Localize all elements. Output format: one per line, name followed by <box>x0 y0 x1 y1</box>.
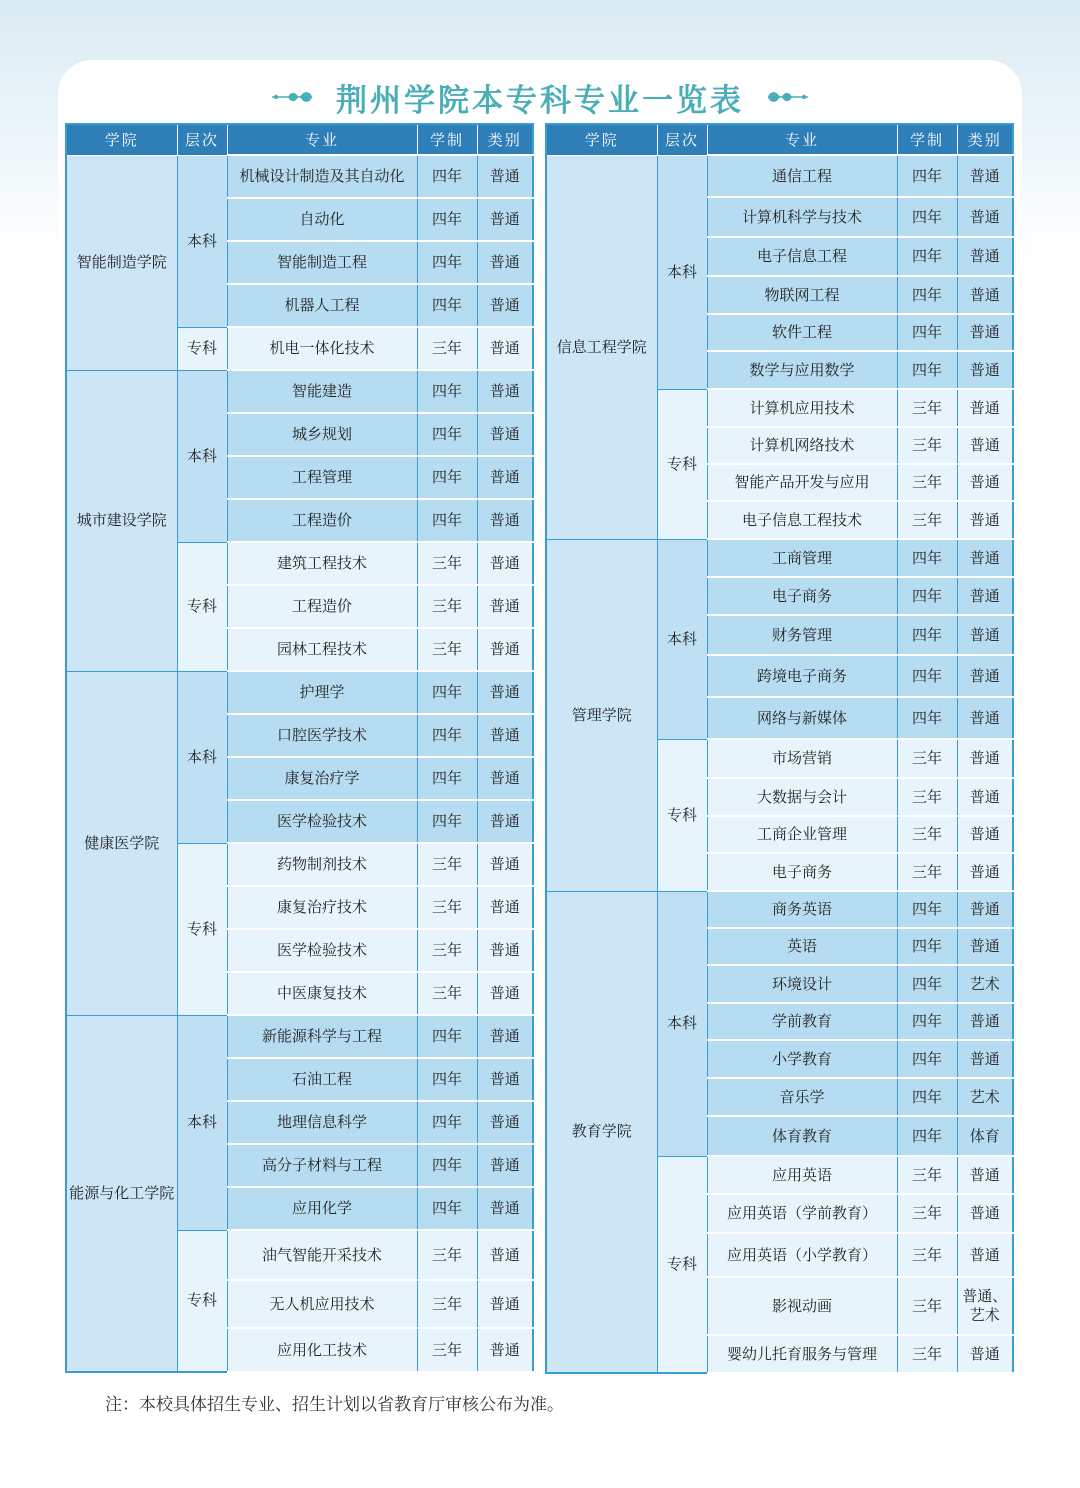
major-cell: 机电一体化技术 <box>227 327 417 370</box>
major-cell: 计算机应用技术 <box>707 389 897 427</box>
years-cell: 四年 <box>417 413 477 456</box>
years-cell: 三年 <box>417 585 477 628</box>
major-cell: 应用化工技术 <box>227 1328 417 1372</box>
major-cell: 电子商务 <box>707 577 897 615</box>
type-cell: 普通 <box>477 886 533 929</box>
years-cell: 三年 <box>897 1335 957 1373</box>
major-cell: 工程造价 <box>227 499 417 542</box>
years-cell: 四年 <box>417 714 477 757</box>
major-cell: 环境设计 <box>707 965 897 1003</box>
years-cell: 三年 <box>417 972 477 1015</box>
years-cell: 三年 <box>417 1280 477 1328</box>
years-cell: 三年 <box>417 843 477 886</box>
table-row <box>546 155 1013 197</box>
college-cell: 城市建设学院 <box>66 370 177 671</box>
type-cell: 普通 <box>477 241 533 284</box>
type-cell: 普通 <box>957 539 1013 577</box>
years-cell: 四年 <box>417 1144 477 1187</box>
major-cell: 电子信息工程技术 <box>707 501 897 539</box>
major-cell: 市场营销 <box>707 739 897 778</box>
years-cell: 四年 <box>897 1116 957 1156</box>
level-cell: 专科 <box>657 739 707 891</box>
footnote: 注：本校具体招生专业、招生计划以省教育厅审核公布为准。 <box>105 1395 564 1415</box>
type-cell: 普通 <box>957 1194 1013 1233</box>
type-cell: 普通 <box>477 585 533 628</box>
major-cell: 油气智能开采技术 <box>227 1230 417 1280</box>
table-row <box>66 370 533 413</box>
years-cell: 三年 <box>417 542 477 585</box>
major-cell: 商务英语 <box>707 891 897 928</box>
type-cell: 普通 <box>477 1187 533 1230</box>
level-cell: 本科 <box>657 539 707 739</box>
major-cell: 智能制造工程 <box>227 241 417 284</box>
years-cell: 四年 <box>417 241 477 284</box>
type-cell: 普通 <box>477 671 533 714</box>
years-cell: 四年 <box>897 965 957 1003</box>
major-cell: 医学检验技术 <box>227 929 417 972</box>
years-cell: 四年 <box>417 1015 477 1058</box>
major-cell: 机器人工程 <box>227 284 417 327</box>
level-cell: 专科 <box>177 1230 227 1372</box>
major-cell: 地理信息科学 <box>227 1101 417 1144</box>
type-cell: 普通 <box>957 389 1013 427</box>
years-cell: 三年 <box>897 1194 957 1233</box>
major-cell: 机械设计制造及其自动化 <box>227 155 417 198</box>
type-cell: 艺术 <box>957 1078 1013 1116</box>
years-cell: 四年 <box>417 757 477 800</box>
years-cell: 四年 <box>897 928 957 965</box>
type-cell: 普通 <box>477 757 533 800</box>
table-row <box>546 539 1013 577</box>
type-cell: 普通 <box>477 499 533 542</box>
years-cell: 三年 <box>897 464 957 501</box>
level-cell: 专科 <box>177 327 227 370</box>
years-cell: 四年 <box>897 1040 957 1078</box>
major-cell: 数学与应用数学 <box>707 351 897 389</box>
type-cell: 普通 <box>477 413 533 456</box>
years-cell: 四年 <box>897 314 957 351</box>
level-cell: 本科 <box>657 155 707 389</box>
major-cell: 工商企业管理 <box>707 816 897 853</box>
level-cell: 专科 <box>657 1156 707 1373</box>
major-cell: 小学教育 <box>707 1040 897 1078</box>
major-cell: 通信工程 <box>707 155 897 197</box>
major-cell: 医学检验技术 <box>227 800 417 843</box>
level-cell: 本科 <box>177 1015 227 1230</box>
type-cell: 普通 <box>477 327 533 370</box>
major-cell: 建筑工程技术 <box>227 542 417 585</box>
years-cell: 三年 <box>417 628 477 671</box>
type-cell: 普通 <box>957 427 1013 464</box>
major-cell: 园林工程技术 <box>227 628 417 671</box>
college-header: 学院 <box>66 124 177 155</box>
major-cell: 应用英语（小学教育） <box>707 1233 897 1277</box>
major-cell: 护理学 <box>227 671 417 714</box>
major-cell: 康复治疗技术 <box>227 886 417 929</box>
major-cell: 药物制剂技术 <box>227 843 417 886</box>
major-cell: 无人机应用技术 <box>227 1280 417 1328</box>
major-cell: 学前教育 <box>707 1003 897 1040</box>
college-cell: 能源与化工学院 <box>66 1015 177 1372</box>
type-cell: 普通 <box>957 1233 1013 1277</box>
years-cell: 四年 <box>897 1078 957 1116</box>
type-cell: 普通 <box>477 1328 533 1372</box>
major-cell: 电子商务 <box>707 853 897 891</box>
title-bar <box>0 72 1080 122</box>
major-cell: 婴幼儿托育服务与管理 <box>707 1335 897 1373</box>
type-cell: 普通 <box>957 615 1013 655</box>
major-cell: 物联网工程 <box>707 276 897 314</box>
page-title: 荆州学院本专科专业一览表 <box>336 82 744 119</box>
major-cell: 应用英语（学前教育） <box>707 1194 897 1233</box>
major-cell: 应用英语 <box>707 1156 897 1194</box>
type-cell: 普通 <box>957 697 1013 739</box>
college-cell: 管理学院 <box>546 539 657 891</box>
type-cell: 普通 <box>957 237 1013 276</box>
college-cell: 信息工程学院 <box>546 155 657 539</box>
type-cell: 普通 <box>957 655 1013 697</box>
right-majors-table <box>545 123 1014 1374</box>
major-cell: 应用化学 <box>227 1187 417 1230</box>
level-cell: 本科 <box>177 370 227 542</box>
major-cell: 工商管理 <box>707 539 897 577</box>
major-cell: 计算机网络技术 <box>707 427 897 464</box>
level-cell: 本科 <box>657 891 707 1156</box>
major-cell: 计算机科学与技术 <box>707 197 897 237</box>
years-cell: 四年 <box>897 351 957 389</box>
years-cell: 四年 <box>897 539 957 577</box>
years-cell: 三年 <box>897 501 957 539</box>
level-header: 层次 <box>177 124 227 155</box>
years-cell: 三年 <box>417 1230 477 1280</box>
type-cell: 普通 <box>477 628 533 671</box>
major-header: 专业 <box>227 124 417 155</box>
header-row <box>66 124 533 155</box>
type-cell: 普通 <box>477 800 533 843</box>
type-cell: 普通 <box>957 197 1013 237</box>
years-cell: 四年 <box>897 276 957 314</box>
type-cell: 普通 <box>477 1144 533 1187</box>
type-cell: 普通、艺术 <box>957 1277 1013 1335</box>
years-cell: 四年 <box>897 197 957 237</box>
years-cell: 四年 <box>417 198 477 241</box>
header-row <box>546 124 1013 155</box>
years-cell: 四年 <box>897 1003 957 1040</box>
type-cell: 普通 <box>957 853 1013 891</box>
years-cell: 四年 <box>897 237 957 276</box>
right-leaf-ornament-icon <box>766 87 810 107</box>
years-cell: 四年 <box>417 370 477 413</box>
years-cell: 三年 <box>897 1156 957 1194</box>
level-cell: 专科 <box>177 843 227 1015</box>
major-cell: 智能产品开发与应用 <box>707 464 897 501</box>
type-cell: 普通 <box>957 1040 1013 1078</box>
left-majors-table <box>65 123 534 1373</box>
years-cell: 四年 <box>417 1101 477 1144</box>
type-header: 类别 <box>477 124 533 155</box>
college-header: 学院 <box>546 124 657 155</box>
major-cell: 口腔医学技术 <box>227 714 417 757</box>
years-cell: 四年 <box>417 671 477 714</box>
major-cell: 高分子材料与工程 <box>227 1144 417 1187</box>
major-cell: 工程造价 <box>227 585 417 628</box>
college-cell: 健康医学院 <box>66 671 177 1015</box>
major-cell: 新能源科学与工程 <box>227 1015 417 1058</box>
type-cell: 普通 <box>957 1335 1013 1373</box>
type-cell: 普通 <box>957 739 1013 778</box>
major-cell: 软件工程 <box>707 314 897 351</box>
type-cell: 体育 <box>957 1116 1013 1156</box>
type-cell: 普通 <box>477 155 533 198</box>
major-cell: 中医康复技术 <box>227 972 417 1015</box>
years-cell: 三年 <box>897 853 957 891</box>
type-cell: 普通 <box>957 351 1013 389</box>
type-cell: 普通 <box>957 155 1013 197</box>
type-cell: 普通 <box>477 714 533 757</box>
type-cell: 艺术 <box>957 965 1013 1003</box>
years-cell: 三年 <box>417 929 477 972</box>
major-cell: 工程管理 <box>227 456 417 499</box>
type-header: 类别 <box>957 124 1013 155</box>
major-cell: 电子信息工程 <box>707 237 897 276</box>
years-cell: 四年 <box>417 800 477 843</box>
table-row <box>546 891 1013 928</box>
years-header: 学制 <box>897 124 957 155</box>
years-cell: 四年 <box>897 655 957 697</box>
level-cell: 本科 <box>177 155 227 327</box>
level-cell: 专科 <box>657 389 707 539</box>
level-cell: 专科 <box>177 542 227 671</box>
years-cell: 四年 <box>417 1187 477 1230</box>
type-cell: 普通 <box>957 464 1013 501</box>
years-cell: 四年 <box>417 155 477 198</box>
years-cell: 三年 <box>897 816 957 853</box>
college-cell: 智能制造学院 <box>66 155 177 370</box>
type-cell: 普通 <box>957 778 1013 816</box>
type-cell: 普通 <box>957 501 1013 539</box>
years-cell: 三年 <box>417 1328 477 1372</box>
years-cell: 四年 <box>897 697 957 739</box>
type-cell: 普通 <box>957 928 1013 965</box>
type-cell: 普通 <box>477 456 533 499</box>
years-cell: 三年 <box>897 778 957 816</box>
years-cell: 三年 <box>897 427 957 464</box>
years-cell: 四年 <box>897 891 957 928</box>
type-cell: 普通 <box>957 816 1013 853</box>
major-header: 专业 <box>707 124 897 155</box>
major-cell: 康复治疗学 <box>227 757 417 800</box>
years-cell: 四年 <box>897 155 957 197</box>
years-cell: 三年 <box>417 327 477 370</box>
years-cell: 三年 <box>897 1233 957 1277</box>
years-cell: 三年 <box>897 389 957 427</box>
years-cell: 四年 <box>417 456 477 499</box>
type-cell: 普通 <box>957 1156 1013 1194</box>
type-cell: 普通 <box>477 284 533 327</box>
type-cell: 普通 <box>477 972 533 1015</box>
major-cell: 智能建造 <box>227 370 417 413</box>
major-cell: 石油工程 <box>227 1058 417 1101</box>
type-cell: 普通 <box>477 843 533 886</box>
years-cell: 三年 <box>897 739 957 778</box>
type-cell: 普通 <box>957 1003 1013 1040</box>
major-cell: 城乡规划 <box>227 413 417 456</box>
type-cell: 普通 <box>957 891 1013 928</box>
college-cell: 教育学院 <box>546 891 657 1373</box>
years-header: 学制 <box>417 124 477 155</box>
type-cell: 普通 <box>477 370 533 413</box>
table-row <box>66 671 533 714</box>
years-cell: 三年 <box>897 1277 957 1335</box>
left-table-container <box>65 123 534 1373</box>
table-row <box>66 155 533 198</box>
major-cell: 音乐学 <box>707 1078 897 1116</box>
level-cell: 本科 <box>177 671 227 843</box>
right-table-container <box>545 123 1014 1374</box>
major-cell: 财务管理 <box>707 615 897 655</box>
type-cell: 普通 <box>477 1101 533 1144</box>
left-leaf-ornament-icon <box>270 87 314 107</box>
type-cell: 普通 <box>957 577 1013 615</box>
major-cell: 体育教育 <box>707 1116 897 1156</box>
years-cell: 四年 <box>417 284 477 327</box>
years-cell: 四年 <box>897 615 957 655</box>
type-cell: 普通 <box>477 1058 533 1101</box>
type-cell: 普通 <box>477 1230 533 1280</box>
years-cell: 四年 <box>897 577 957 615</box>
type-cell: 普通 <box>477 542 533 585</box>
type-cell: 普通 <box>477 198 533 241</box>
major-cell: 大数据与会计 <box>707 778 897 816</box>
type-cell: 普通 <box>477 1280 533 1328</box>
type-cell: 普通 <box>957 276 1013 314</box>
years-cell: 四年 <box>417 499 477 542</box>
major-cell: 网络与新媒体 <box>707 697 897 739</box>
major-cell: 自动化 <box>227 198 417 241</box>
years-cell: 四年 <box>417 1058 477 1101</box>
level-header: 层次 <box>657 124 707 155</box>
type-cell: 普通 <box>477 1015 533 1058</box>
type-cell: 普通 <box>477 929 533 972</box>
major-cell: 影视动画 <box>707 1277 897 1335</box>
years-cell: 三年 <box>417 886 477 929</box>
major-cell: 跨境电子商务 <box>707 655 897 697</box>
table-row <box>66 1015 533 1058</box>
type-cell: 普通 <box>957 314 1013 351</box>
major-cell: 英语 <box>707 928 897 965</box>
